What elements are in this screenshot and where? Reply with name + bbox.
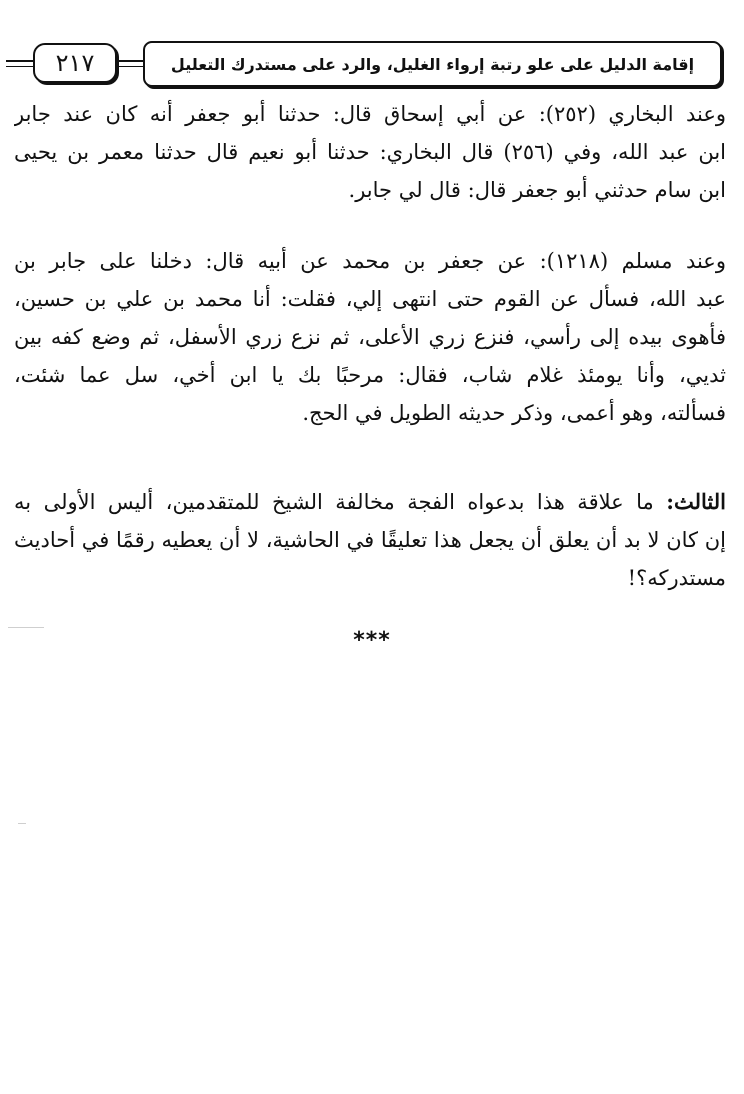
scan-mark	[18, 823, 26, 824]
text-line: مستدركه؟!	[627, 566, 726, 590]
text-line-rest: ما علاقة هذا بدعواه الفجة مخالفة الشيخ للمتقدمين، أليس الأولى به	[14, 490, 667, 514]
text-line: ابن عبد الله، وفي (٢٥٦) قال البخاري: حدثنا أبو نعيم قال حدثنا معمر بن يحيى	[14, 140, 726, 164]
text-line: عبد الله، فسأل عن القوم حتى انتهى إلي، فقلت: أنا محمد بن علي بن حسين،	[14, 287, 726, 311]
page-number: ٢١٧	[33, 43, 117, 83]
text-line: وعند البخاري (٢٥٢): عن أبي إسحاق قال: حدثنا أبو جعفر أنه كان عند جابر	[14, 102, 726, 126]
text-line: فأهوى بيده إلى رأسي، فنزع زري الأعلى، ثم نزع زري الأسفل، ثم وضع كفه بين	[14, 325, 726, 349]
paragraph-third-point	[14, 483, 726, 597]
point-heading: الثالث:	[666, 489, 726, 514]
section-separator: ***	[353, 628, 391, 653]
text-line: فسألته، وهو أعمى، وذكر حديثه الطويل في الحج.	[302, 401, 726, 425]
text-line: وعند مسلم (١٢١٨): عن جعفر بن محمد عن أبيه قال: دخلنا على جابر بن	[14, 249, 726, 273]
text-line: إن كان لا بد أن يعلق أن يجعل هذا تعليقًا في الحاشية، لا أن يعطيه رقمًا في أحاديث	[14, 528, 726, 552]
text-line	[14, 483, 726, 521]
paragraph-bukhari	[14, 95, 726, 209]
text-line: ابن سام حدثني أبو جعفر قال: قال لي جابر.	[348, 178, 726, 202]
paragraph-muslim	[14, 242, 726, 432]
page-header	[0, 38, 744, 94]
header-rule-left-top	[6, 60, 33, 62]
header-rule-left-bottom	[6, 66, 33, 67]
header-rule-mid-bottom	[115, 66, 143, 67]
running-title: إقامة الدليل على علو رتبة إرواء الغليل، والرد على مستدرك التعليل	[143, 41, 722, 87]
header-rule-mid-top	[115, 60, 143, 62]
scan-mark	[8, 627, 44, 628]
text-line: ثديي، وأنا يومئذ غلام شاب، فقال: مرحبًا بك يا ابن أخي، سل عما شئت،	[14, 363, 726, 387]
